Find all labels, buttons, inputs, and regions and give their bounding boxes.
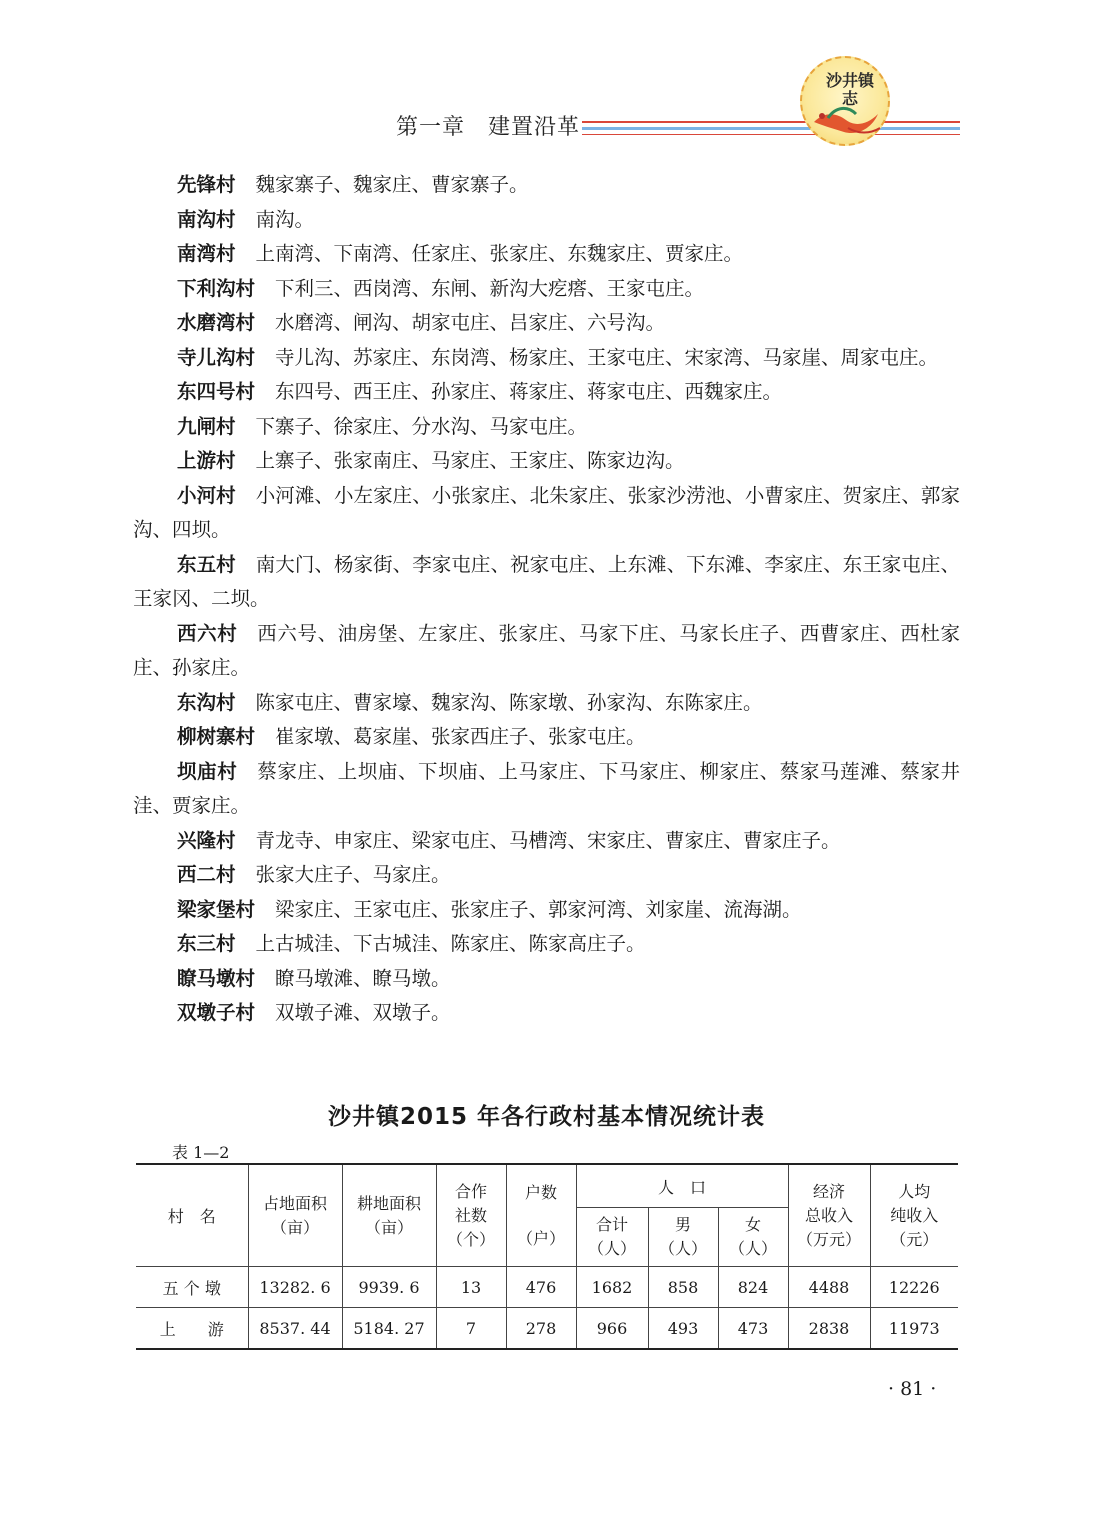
hamlet-list: 陈家屯庄、曹家壕、魏家沟、陈家墩、孙家沟、东陈家庄。 <box>255 690 763 714</box>
hamlet-list: 水磨湾、闸沟、胡家屯庄、吕家庄、六号沟。 <box>275 311 666 334</box>
list-item <box>133 996 960 1031</box>
village-name: 寺儿沟村 <box>177 345 256 369</box>
village-name: 九闸村 <box>177 414 236 438</box>
village-name: 下利沟村 <box>177 276 256 300</box>
table-title: 沙井镇2015 年各行政村基本情况统计表 <box>327 1104 766 1130</box>
cell-econ-income: 2838 <box>788 1308 870 1350</box>
header-village: 村 名 <box>136 1164 248 1267</box>
list-item <box>133 824 960 859</box>
village-name: 兴隆村 <box>177 828 236 852</box>
cell-percap-income: 11973 <box>870 1308 958 1350</box>
hamlet-list: 上寨子、张家南庄、马家庄、王家庄、陈家边沟。 <box>255 449 685 472</box>
cell-area: 8537. 44 <box>248 1308 342 1350</box>
cell-farmland: 5184. 27 <box>342 1308 436 1350</box>
list-item <box>133 755 960 824</box>
village-name: 南沟村 <box>177 207 236 231</box>
header-households: 户数 （户） <box>506 1164 576 1267</box>
cell-pop-total: 1682 <box>576 1267 648 1308</box>
hamlet-list: 小河滩、小左家庄、小张家庄、北朱家庄、张家沙涝池、小曹家庄、贺家庄、郭家沟、四坝。 <box>133 483 960 541</box>
village-name: 柳树寨村 <box>177 725 256 748</box>
cell-pop-female: 473 <box>718 1308 788 1350</box>
list-item <box>133 686 960 721</box>
cell-pop-total: 966 <box>576 1308 648 1350</box>
cell-pop-male: 493 <box>648 1308 718 1350</box>
hamlet-list: 寺儿沟、苏家庄、东岗湾、杨家庄、王家屯庄、宋家湾、马家崖、周家屯庄。 <box>275 345 939 369</box>
cell-households: 476 <box>506 1267 576 1308</box>
cell-households: 278 <box>506 1308 576 1350</box>
list-item <box>133 168 960 203</box>
table-row <box>136 1267 958 1308</box>
header-percap-income: 人均 纯收入 （元） <box>870 1164 958 1267</box>
header-rule-thin <box>582 134 960 135</box>
list-item <box>133 306 960 341</box>
hamlet-list: 崔家墩、葛家崖、张家西庄子、张家屯庄。 <box>275 725 646 748</box>
seal-text: 沙井镇志 <box>825 71 874 108</box>
header-pop-male: 男 （人） <box>648 1208 718 1267</box>
list-item <box>133 375 960 410</box>
list-item <box>133 237 960 272</box>
list-item <box>133 548 960 617</box>
hamlet-list: 张家大庄子、马家庄。 <box>255 863 451 886</box>
village-name: 东三村 <box>177 932 236 955</box>
cell-village: 上 游 <box>136 1308 248 1350</box>
hamlet-list: 南沟。 <box>255 207 315 231</box>
village-name: 东五村 <box>177 552 236 576</box>
hamlet-list: 青龙寺、申家庄、梁家屯庄、马槽湾、宋家庄、曹家庄、曹家庄子。 <box>255 828 841 852</box>
village-name: 瞭马墩村 <box>177 966 256 990</box>
hamlet-list: 下寨子、徐家庄、分水沟、马家屯庄。 <box>255 414 588 438</box>
village-name: 梁家堡村 <box>177 897 256 921</box>
village-name: 坝庙村 <box>177 759 238 783</box>
cell-farmland: 9939. 6 <box>342 1267 436 1308</box>
hamlet-list: 下利三、西岗湾、东闸、新沟大疙瘩、王家屯庄。 <box>275 276 705 300</box>
hamlet-list: 东四号、西王庄、孙家庄、蒋家庄、蒋家屯庄、西魏家庄。 <box>275 380 783 403</box>
list-item <box>133 720 960 755</box>
book-seal-logo <box>800 56 890 146</box>
list-item <box>133 272 960 307</box>
header-farmland: 耕地面积 （亩） <box>342 1164 436 1267</box>
list-item <box>133 479 960 548</box>
village-name: 东四号村 <box>177 380 256 403</box>
list-item <box>133 962 960 997</box>
cell-area: 13282. 6 <box>248 1267 342 1308</box>
village-list <box>133 168 960 1031</box>
chapter-title: 第一章 建置沿革 <box>396 115 581 140</box>
village-name: 双墩子村 <box>177 1001 256 1024</box>
cell-percap-income: 12226 <box>870 1267 958 1308</box>
list-item <box>133 203 960 238</box>
village-stats-table <box>136 1163 958 1350</box>
header-pop-total: 合计 （人） <box>576 1208 648 1267</box>
hamlet-list: 上南湾、下南湾、任家庄、张家庄、东魏家庄、贾家庄。 <box>255 242 744 265</box>
village-name: 东沟村 <box>177 690 236 714</box>
page-number: · 81 · <box>888 1378 937 1400</box>
village-name: 西六村 <box>177 621 238 645</box>
table-row <box>136 1308 958 1350</box>
hamlet-list: 南大门、杨家街、李家屯庄、祝家屯庄、上东滩、下东滩、李家庄、东王家屯庄、王家冈、二坝。 <box>133 552 960 610</box>
hamlet-list: 双墩子滩、双墩子。 <box>275 1001 451 1024</box>
list-item <box>133 927 960 962</box>
list-item <box>133 410 960 445</box>
table-number: 表 1—2 <box>172 1143 230 1162</box>
header-area: 占地面积 （亩） <box>248 1164 342 1267</box>
cell-econ-income: 4488 <box>788 1267 870 1308</box>
village-name: 上游村 <box>177 449 236 472</box>
list-item <box>133 617 960 686</box>
header-econ-income: 经济 总收入 （万元） <box>788 1164 870 1267</box>
hamlet-list: 梁家庄、王家屯庄、张家庄子、郭家河湾、刘家崖、流海湖。 <box>275 897 802 921</box>
cell-coops: 13 <box>436 1267 506 1308</box>
cell-village: 五 个 墩 <box>136 1267 248 1308</box>
village-name: 水磨湾村 <box>177 311 256 334</box>
header-rule-red <box>582 121 960 123</box>
village-name: 先锋村 <box>177 173 236 196</box>
phoenix-icon <box>808 92 886 138</box>
list-item <box>133 893 960 928</box>
list-item <box>133 444 960 479</box>
cell-coops: 7 <box>436 1308 506 1350</box>
village-name: 小河村 <box>177 483 236 507</box>
list-item <box>133 341 960 376</box>
header-coops: 合作 社数 （个） <box>436 1164 506 1267</box>
cell-pop-female: 824 <box>718 1267 788 1308</box>
header-pop-female: 女 （人） <box>718 1208 788 1267</box>
hamlet-list: 西六号、油房堡、左家庄、张家庄、马家下庄、马家长庄子、西曹家庄、西杜家庄、孙家庄。 <box>133 621 960 679</box>
hamlet-list: 魏家寨子、魏家庄、曹家寨子。 <box>255 173 529 196</box>
hamlet-list: 蔡家庄、上坝庙、下坝庙、上马家庄、下马家庄、柳家庄、蔡家马莲滩、蔡家井洼、贾家庄。 <box>133 759 960 817</box>
hamlet-list: 上古城洼、下古城洼、陈家庄、陈家高庄子。 <box>255 932 646 955</box>
hamlet-list: 瞭马墩滩、瞭马墩。 <box>275 966 451 990</box>
village-name: 西二村 <box>177 863 236 886</box>
village-name: 南湾村 <box>177 242 236 265</box>
list-item <box>133 858 960 893</box>
header-population: 人 口 <box>576 1164 788 1208</box>
cell-pop-male: 858 <box>648 1267 718 1308</box>
header-rule-blue <box>582 127 960 130</box>
